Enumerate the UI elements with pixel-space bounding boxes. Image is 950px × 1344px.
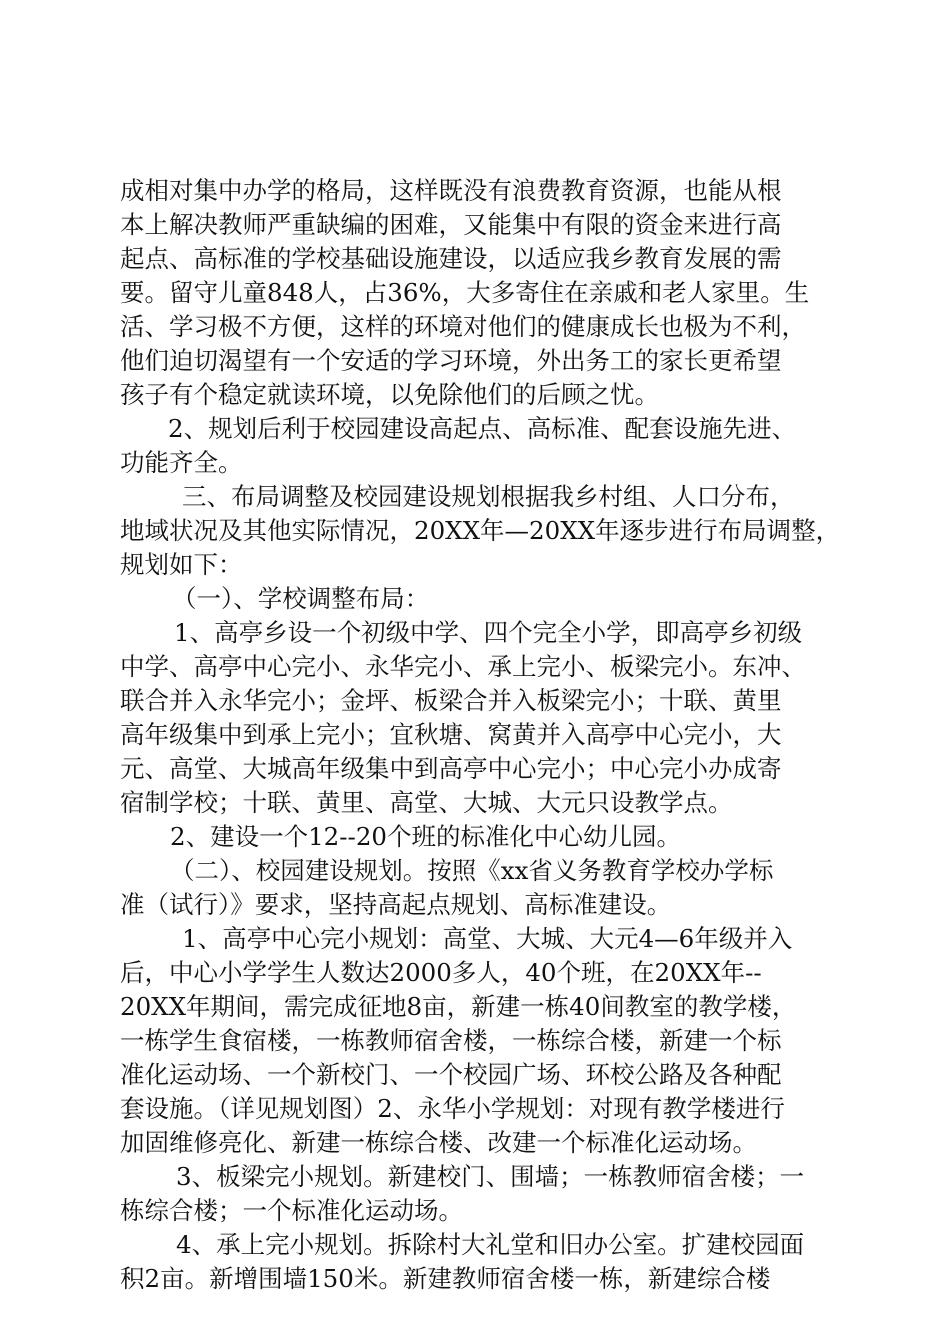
text-line: 栋综合楼；一个标准化运动场。	[120, 1196, 463, 1225]
text-line: 加固维修亮化、新建一栋综合楼、改建一个标准化运动场。	[120, 1128, 757, 1157]
text-line: 一栋学生食宿楼，一栋教师宿舍楼，一栋综合楼，新建一个标	[120, 1026, 782, 1055]
text-line: 1、高亭乡设一个初级中学、四个完全小学，即高亭乡初级	[174, 618, 803, 647]
text-line: 后，中心小学学生人数达2000多人，40个班，在20XX年--	[120, 958, 762, 987]
text-line: 1、高亭中心完小规划：高堂、大城、大元4—6年级并入	[182, 924, 793, 953]
text-line: 2、规划后利于校园建设高起点、高标准、配套设施先进、	[168, 414, 797, 443]
text-line: 宿制学校；十联、黄里、高堂、大城、大元只设教学点。	[120, 788, 733, 817]
text-line: 套设施。（详见规划图）2、永华小学规划：对现有教学楼进行	[120, 1094, 785, 1123]
text-line: 准化运动场、一个新校门、一个校园广场、环校公路及各种配	[120, 1060, 782, 1089]
text-line: 积2亩。新增围墙150米。新建教师宿舍楼一栋，新建综合楼	[120, 1264, 771, 1293]
text-line: （一）、学校调整布局：	[172, 584, 430, 613]
text-line: 准（试行）》要求，坚持高起点规划、高标准建设。	[120, 890, 672, 919]
text-line: 4、承上完小规划。拆除村大礼堂和旧办公室。扩建校园面	[176, 1230, 805, 1259]
text-line: 本上解决教师严重缺编的困难，又能集中有限的资金来进行高	[120, 210, 782, 239]
text-line: 起点、高标准的学校基础设施建设，以适应我乡教育发展的需	[120, 244, 782, 273]
text-line: 20XX年期间，需完成征地8亩，新建一栋40间教室的教学楼，	[120, 992, 797, 1021]
text-line: 功能齐全。	[120, 448, 243, 477]
text-line: 2、建设一个12--20个班的标准化中心幼儿园。	[170, 822, 681, 851]
text-line: 三、布局调整及校园建设规划根据我乡村组、人口分布，	[182, 482, 795, 511]
text-line: 规划如下：	[120, 550, 243, 579]
text-line: 活、学习极不方便，这样的环境对他们的健康成长也极为不利，	[120, 312, 806, 341]
text-line: （二）、校园建设规划。按照《xx省义务教育学校办学标	[170, 856, 774, 885]
text-line: 要。留守儿童848人，占36%，大多寄住在亲戚和老人家里。生	[120, 278, 810, 307]
text-line: 联合并入永华完小；金坪、板梁合并入板梁完小；十联、黄里	[120, 686, 782, 715]
text-line: 3、板梁完小规划。新建校门、围墙；一栋教师宿舍楼；一	[176, 1162, 805, 1191]
text-line: 地域状况及其他实际情况，20XX年—20XX年逐步进行布局调整，	[120, 516, 841, 545]
text-line: 孩子有个稳定就读环境，以免除他们的后顾之忧。	[120, 380, 659, 409]
text-line: 元、高堂、大城高年级集中到高亭中心完小；中心完小办成寄	[120, 754, 782, 783]
text-line: 高年级集中到承上完小；宜秋塘、窝黄并入高亭中心完小，大	[120, 720, 782, 749]
text-line: 成相对集中办学的格局，这样既没有浪费教育资源，也能从根	[120, 176, 782, 205]
text-line: 中学、高亭中心完小、永华完小、承上完小、板梁完小。东冲、	[120, 652, 806, 681]
text-line: 他们迫切渴望有一个安适的学习环境，外出务工的家长更希望	[120, 346, 782, 375]
